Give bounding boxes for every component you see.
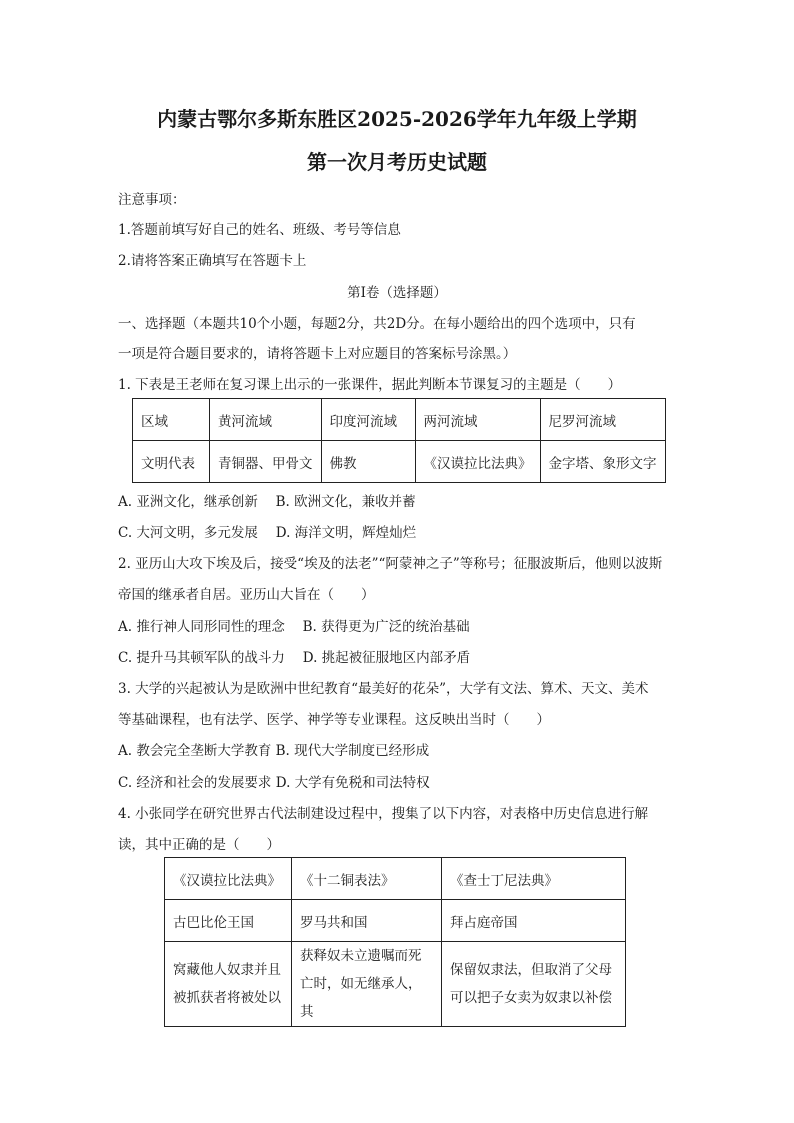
exam-title-line2: 第一次月考历史试题 <box>307 150 487 174</box>
part1-intro-line2: 一项是符合题目要求的，请将答题卡上对应题目的答案标号涂黑。） <box>118 346 517 362</box>
table-row <box>165 942 626 1027</box>
q4-stem-line1: 4. 小张同学在研究世界古代法制建设过程中，搜集了以下内容，对表格中历史信息进行解 <box>118 806 649 822</box>
q2-options-line1: A. 推行神人同形同性的理念 B. 获得更为广泛的统治基础 <box>118 619 470 635</box>
notice-item-2: 2.请将答案正确填写在答题卡上 <box>118 253 307 269</box>
table-cell: 《查士丁尼法典》 <box>442 858 626 900</box>
table-row <box>133 441 666 483</box>
table-cell: 青铜器、甲骨文 <box>210 441 322 483</box>
q4-table <box>164 857 626 1027</box>
exam-title-line1: 内蒙古鄂尔多斯东胜区2025-2026学年九年级上学期 <box>157 107 637 131</box>
table-cell: 拜占庭帝国 <box>442 900 626 942</box>
table-cell: 《汉谟拉比法典》 <box>165 858 292 900</box>
table-cell: 两河流域 <box>415 399 540 441</box>
table-cell: 古巴比伦王国 <box>165 900 292 942</box>
table-cell: 区域 <box>133 399 210 441</box>
q3-stem-line1: 3. 大学的兴起被认为是欧洲中世纪教育“最美好的花朵”，大学有文法、算术、天文、美术 <box>118 681 649 697</box>
table-row <box>133 399 666 441</box>
table-cell: 印度河流域 <box>321 399 415 441</box>
q1-options-line2: C. 大河文明，多元发展 D. 海洋文明，辉煌灿烂 <box>118 525 417 541</box>
q3-stem-line2: 等基础课程，也有法学、医学、神学等专业课程。这反映出当时（ ） <box>118 712 550 728</box>
table-cell: 获释奴未立遗嘱而死亡时，如无继承人，其 <box>292 942 442 1027</box>
table-cell: 窝藏他人奴隶并且被抓获者将被处以 <box>165 942 292 1027</box>
table-row <box>165 900 626 942</box>
part1-intro-line1: 一、选择题（本题共10个小题，每题2分，共2D分。在每小题给出的四个选项中，只有 <box>118 316 636 332</box>
table-cell: 尼罗河流域 <box>540 399 665 441</box>
notice-heading: 注意事项： <box>118 192 186 208</box>
q1-table <box>132 398 666 483</box>
table-cell: 金字塔、象形文字 <box>540 441 665 483</box>
table-cell: 《汉谟拉比法典》 <box>415 441 540 483</box>
q2-stem-line1: 2. 亚历山大攻下埃及后，接受“埃及的法老”“阿蒙神之子”等称号；征服波斯后，他则以波斯 <box>118 556 663 572</box>
table-cell: 黄河流域 <box>210 399 322 441</box>
q3-options-line1: A. 教会完全垄断大学教育 B. 现代大学制度已经形成 <box>118 743 430 759</box>
q4-stem-line2: 读，其中正确的是（ ） <box>118 837 280 853</box>
section-title: 第I卷（选择题） <box>347 285 447 301</box>
q1-stem: 1. 下表是王老师在复习课上出示的一张课件，据此判断本节课复习的主题是（ ） <box>118 377 622 393</box>
table-cell: 文明代表 <box>133 441 210 483</box>
q2-stem-line2: 帝国的继承者自居。亚历山大旨在（ ） <box>118 587 375 603</box>
notice-item-1: 1.答题前填写好自己的姓名、班级、考号等信息 <box>118 222 401 238</box>
q1-options-line1: A. 亚洲文化，继承创新 B. 欧洲文化，兼收并蓄 <box>118 494 416 510</box>
q2-options-line2: C. 提升马其顿军队的战斗力 D. 挑起被征服地区内部矛盾 <box>118 650 471 666</box>
table-cell: 保留奴隶法，但取消了父母可以把子女卖为奴隶以补偿 <box>442 942 626 1027</box>
table-row <box>165 858 626 900</box>
table-cell: 《十二铜表法》 <box>292 858 442 900</box>
table-cell: 佛教 <box>321 441 415 483</box>
table-cell: 罗马共和国 <box>292 900 442 942</box>
q3-options-line2: C. 经济和社会的发展要求 D. 大学有免税和司法特权 <box>118 775 430 791</box>
